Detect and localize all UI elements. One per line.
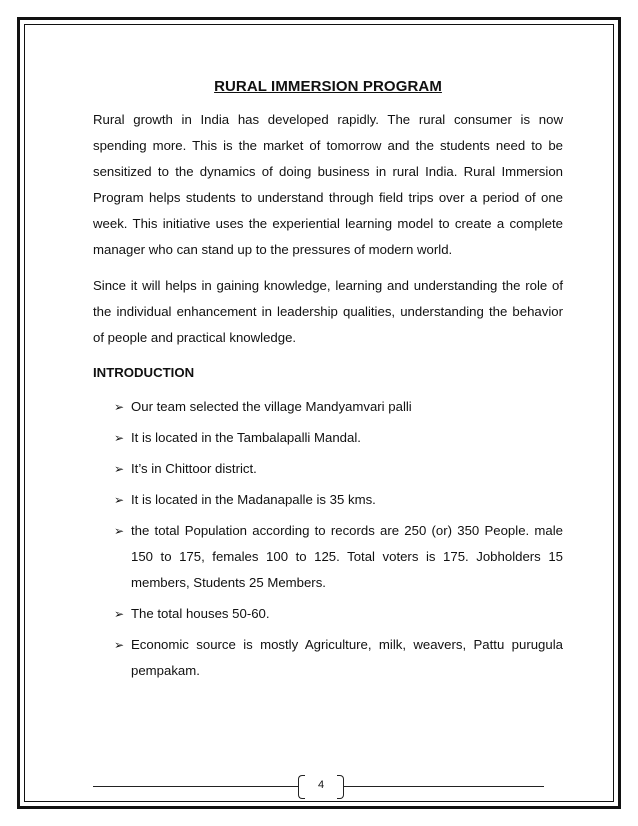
list-item-text: It is located in the Madanapalle is 35 kms.: [131, 492, 376, 507]
footer-rule-left: [93, 786, 298, 787]
list-item: [115, 518, 563, 596]
arrow-right-bullet-icon: ➢: [114, 431, 125, 445]
paragraph-intro: Rural growth in India has developed rapidly. The rural consumer is now spending more. This is the market of tomorrow and the students need to be sensitized to the dynamics of doing business in rural India. Rural Immersion Program helps students to understand through field trips over a period of one week. This initiative uses the experiential learning model to create a complete manager who can stand up to the pressures of modern world.: [93, 112, 563, 257]
footer-rule-right: [344, 786, 544, 787]
list-item-text: Economic source is mostly Agriculture, milk, weavers, Pattu purugula pempakam.: [131, 637, 563, 678]
list-item-text: The total houses 50-60.: [131, 606, 270, 621]
list-item: [115, 425, 563, 451]
document-body: [93, 78, 563, 689]
list-item: [115, 456, 563, 482]
section-heading-introduction: INTRODUCTION: [93, 365, 195, 380]
document-title: RURAL IMMERSION PROGRAM: [214, 78, 442, 95]
page-number-frame: [298, 775, 344, 799]
paragraph-benefits: Since it will helps in gaining knowledge, learning and understanding the role of the individual enhancement in leadership qualities, understanding the behavior of people and practical knowledge.: [93, 278, 563, 345]
list-item-text: the total Population according to records are 250 (or) 350 People. male 150 to 175, females 100 to 125. Total voters is 175. Jobholders 15 members, Students 25 Members.: [131, 523, 563, 590]
list-item: [115, 601, 563, 627]
arrow-right-bullet-icon: ➢: [114, 400, 125, 414]
list-item: [115, 394, 563, 420]
list-item: [115, 632, 563, 684]
list-item-text: It’s in Chittoor district.: [131, 461, 257, 476]
bullet-list: [93, 394, 563, 684]
arrow-right-bullet-icon: ➢: [114, 524, 125, 538]
arrow-right-bullet-icon: ➢: [114, 462, 125, 476]
list-item-text: It is located in the Tambalapalli Mandal.: [131, 430, 361, 445]
arrow-right-bullet-icon: ➢: [114, 493, 125, 507]
arrow-right-bullet-icon: ➢: [114, 607, 125, 621]
list-item-text: Our team selected the village Mandyamvari palli: [131, 399, 412, 414]
arrow-right-bullet-icon: ➢: [114, 638, 125, 652]
list-item: [115, 487, 563, 513]
page-number: 4: [317, 779, 325, 791]
